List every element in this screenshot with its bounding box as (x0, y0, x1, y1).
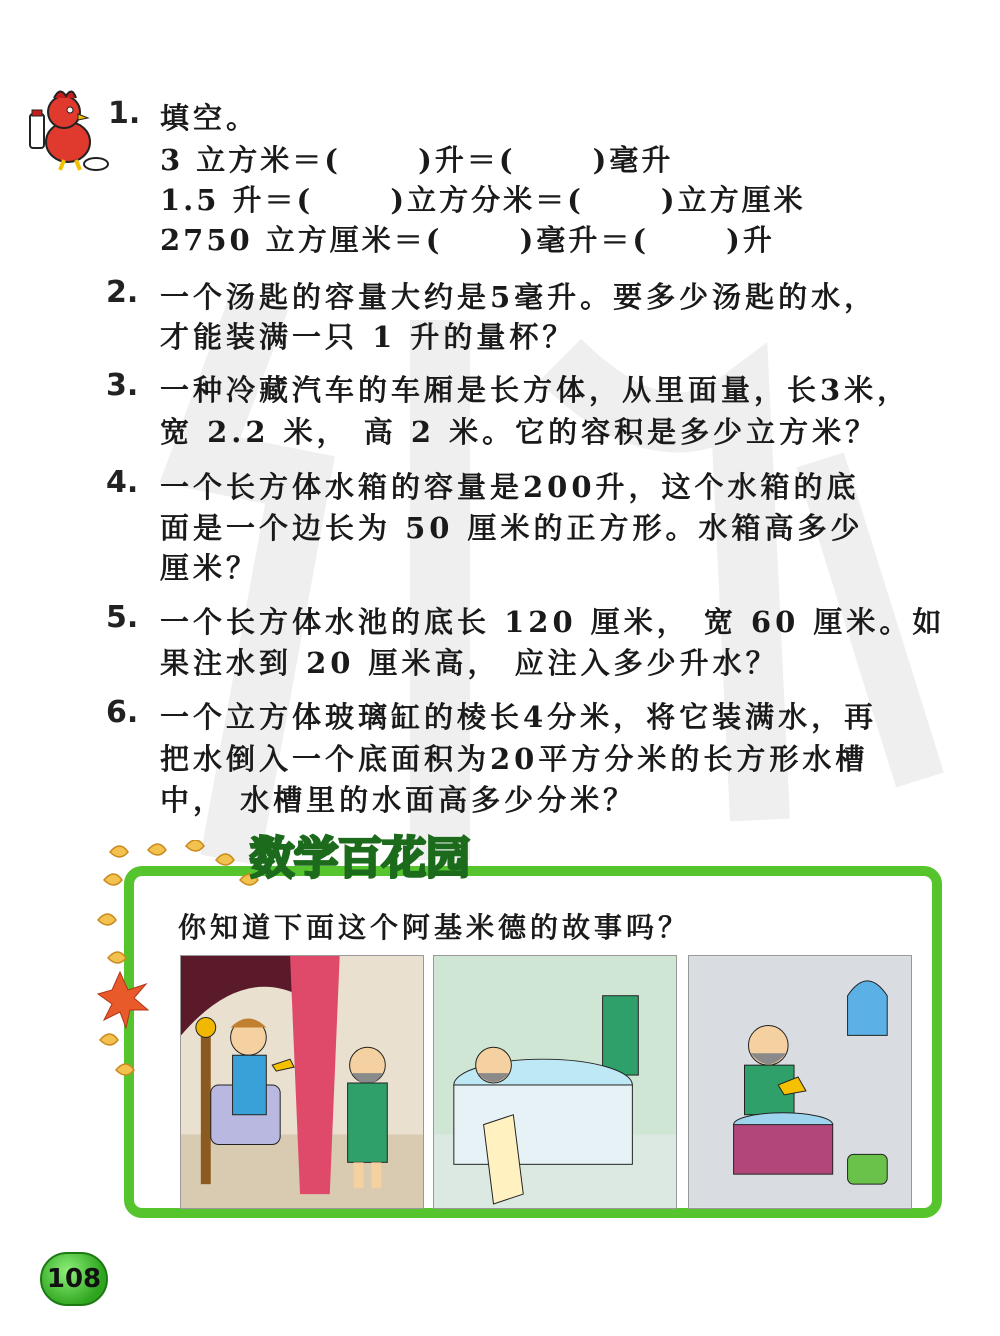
rooster-mascot-icon (24, 84, 114, 174)
question-4-line-1: 一个长方体水箱的容量是200升，这个水箱的底 (160, 470, 860, 504)
question-3-line-1: 一种冷藏汽车的车厢是长方体，从里面量，长3米， (160, 373, 911, 407)
illustration-archimedes-in-bath (433, 955, 677, 1209)
garden-title-baihuayuan: 百花园 (338, 833, 470, 884)
question-2-line-1: 一个汤匙的容量大约是5毫升。要多少汤匙的水， (160, 280, 878, 314)
question-1-line-2: 3 立方米＝( )升＝( )毫升 (160, 143, 674, 177)
illustration-king-and-archimedes (180, 955, 424, 1209)
garden-question: 你知道下面这个阿基米德的故事吗？ (178, 911, 691, 944)
question-2-line-2: 才能装满一只 1 升的量杯？ (160, 320, 576, 354)
garden-title-shu: 数 (250, 833, 294, 884)
question-4-line-2: 面是一个边长为 50 厘米的正方形。水箱高多少 (160, 511, 864, 545)
question-1-line-3: 1.5 升＝( )立方分米＝( )立方厘米 (160, 183, 806, 217)
question-5-line-2: 果注水到 20 厘米高， 应注入多少升水？ (160, 646, 779, 680)
question-6-line-2: 把水倒入一个底面积为20平方分米的长方形水槽 (160, 742, 869, 776)
question-1-line-1: 填空。 (160, 101, 260, 135)
question-6-number: 6. (106, 695, 139, 730)
question-5-line-1: 一个长方体水池的底长 120 厘米， 宽 60 厘米。如 (160, 605, 946, 639)
question-5-number: 5. (106, 600, 139, 635)
math-garden-title (250, 822, 540, 900)
question-6-line-1: 一个立方体玻璃缸的棱长4分米，将它装满水，再 (160, 700, 878, 734)
question-6-line-3: 中， 水槽里的水面高多少分米？ (160, 783, 637, 817)
question-4-line-3: 厘米？ (160, 551, 260, 585)
garden-title-xue: 学 (294, 833, 338, 884)
question-1-number: 1. (108, 96, 141, 131)
illustration-archimedes-with-crown (688, 955, 912, 1209)
question-3-line-2: 宽 2.2 米， 高 2 米。它的容积是多少立方米？ (160, 415, 879, 449)
question-4-number: 4. (106, 465, 139, 500)
question-1-line-4: 2750 立方厘米＝( )毫升＝( )升 (160, 223, 775, 257)
question-2-number: 2. (106, 275, 139, 310)
page-number-badge: 108 (40, 1252, 108, 1306)
question-3-number: 3. (106, 368, 139, 403)
